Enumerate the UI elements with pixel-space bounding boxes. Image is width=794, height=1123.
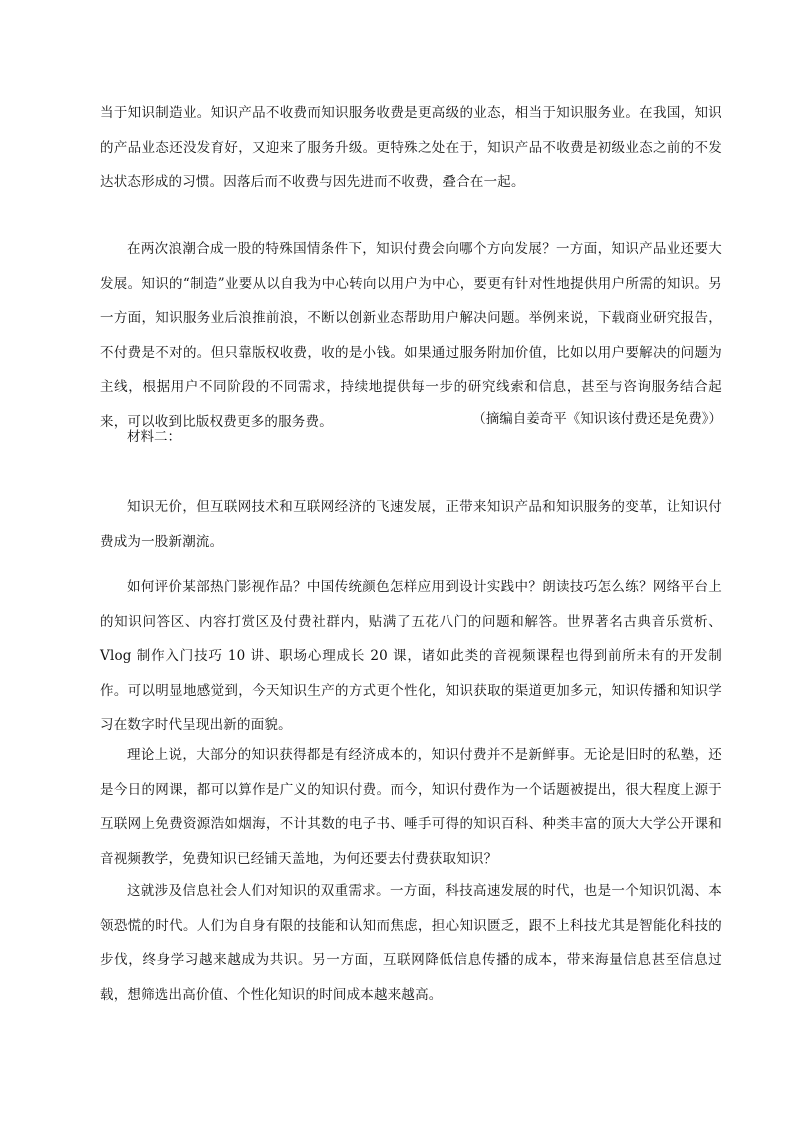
material-two-label: 材料二： — [127, 429, 181, 445]
material-one-paragraph-2: 在两次浪潮合成一股的特殊国情条件下，知识付费会向哪个方向发展？一方面，知识产品业还要大发展。知识的“制造”业要从以自我为中心转向以用户为中心，要更有针对性地提供用户所需的知识。另一方面，知识服务业后浪推前浪，不断以创新业态帮助用户解决问题。举例来说，下载商业研究报告，不付费是不对的。但只靠版权收费，收的是小钱。如果通过服务附加价值，比如以用户要解决的问题为主线，根据用户不同阶段的不同需求，持续地提供每一步的研究线索和信息，甚至与咨询服务结合起来，可以收到比版权费更多的服务费。 — [100, 241, 722, 430]
material-two-paragraph-1: 知识无价，但互联网技术和互联网经济的飞速发展，正带来知识产品和知识服务的变革，让知识付费成为一股新潮流。 — [100, 499, 722, 550]
material-two-paragraph-3: 理论上说，大部分的知识获得都是有经济成本的，知识付费并不是新鲜事。无论是旧时的私塾，还是今日的网课，都可以算作是广义的知识付费。而今，知识付费作为一个话题被提出，很大程度上源于互联网上免费资源浩如烟海，不计其数的电子书、唾手可得的知识百科、种类丰富的顶大大学公开课和音视频教学，免费知识已经铺天盖地，为何还要去付费获取知识？ — [100, 747, 722, 867]
material-two-paragraph-2: 如何评价某部热门影视作品？中国传统颜色怎样应用到设计实践中？朗读技巧怎么练？网络平台上的知识问答区、内容打赏区及付费社群内，贴满了五花八门的问题和解答。世界著名古典音乐赏析、Vlog 制作入门技巧 10 讲、职场心理成长 20 课，诸如此类的音视频课程也得到前所未有的开发制作。可以明显地感觉到，今天知识生产的方式更个性化，知识获取的渠道更加多元，知识传播和知识学习在数字时代呈现出新的面貌。 — [100, 579, 722, 733]
material-one-paragraph-continued: 当于知识制造业。知识产品不收费而知识服务收费是更高级的业态，相当于知识服务业。在我国，知识的产品业态还没发育好，又迎来了服务升级。更特殊之处在于，知识产品不收费是初级业态之前的不发达状态形成的习惯。因落后而不收费与因先进而不收费，叠合在一起。 — [100, 105, 722, 190]
material-one-source: （摘编自姜奇平《知识该付费还是免费》） — [472, 411, 722, 427]
material-two-paragraph-4: 这就涉及信息社会人们对知识的双重需求。一方面，科技高速发展的时代，也是一个知识饥渴、本领恐慌的时代。人们为自身有限的技能和认知而焦虑，担心知识匮乏，跟不上科技尤其是智能化科技的步伐，终身学习越来越成为共识。另一方面，互联网降低信息传播的成本，带来海量信息甚至信息过载，想筛选出高价值、个性化知识的时间成本越来越高。 — [100, 883, 722, 1003]
